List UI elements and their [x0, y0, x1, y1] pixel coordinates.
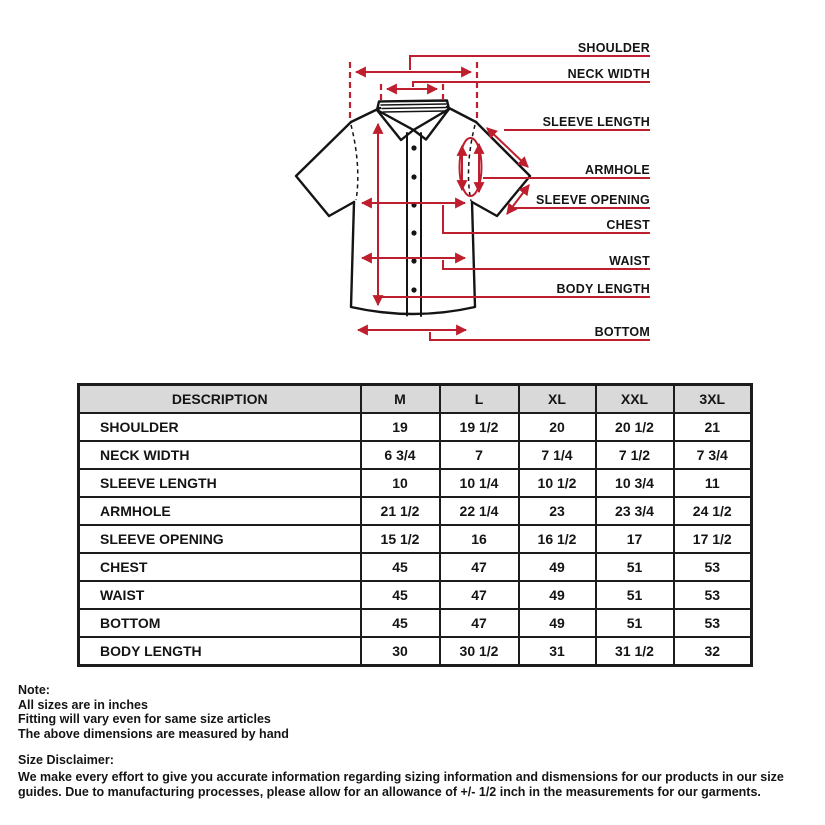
size-value-cell: 51	[596, 609, 674, 637]
table-row	[79, 469, 752, 497]
table-row	[79, 413, 752, 441]
size-value-cell: 20	[519, 413, 596, 441]
size-value-cell: 51	[596, 581, 674, 609]
collar-left-wing	[377, 110, 414, 140]
row-label: SHOULDER	[79, 413, 361, 441]
label-sleeve-opening: SLEEVE OPENING	[536, 193, 650, 207]
table-row	[79, 609, 752, 637]
label-shoulder: SHOULDER	[577, 41, 650, 55]
label-bottom: BOTTOM	[594, 325, 650, 339]
size-value-cell: 17	[596, 525, 674, 553]
table-row	[79, 637, 752, 666]
disclaimer-text: We make every effort to give you accurate information regarding sizing information and dismensions for our products in our size guides. Due to manufacturing processes, please allow for an allowance of +/- 1/2 inch in the measurements for our garments.	[18, 769, 784, 800]
size-value-cell: 49	[519, 609, 596, 637]
size-value-cell: 21	[674, 413, 752, 441]
size-table-body	[79, 413, 752, 666]
size-value-cell: 23 3/4	[596, 497, 674, 525]
row-label: BOTTOM	[79, 609, 361, 637]
column-header: XL	[519, 385, 596, 414]
row-label: ARMHOLE	[79, 497, 361, 525]
size-value-cell: 20 1/2	[596, 413, 674, 441]
note-block	[18, 683, 289, 741]
size-value-cell: 30 1/2	[440, 637, 519, 666]
size-value-cell: 30	[361, 637, 440, 666]
row-label: BODY LENGTH	[79, 637, 361, 666]
size-value-cell: 6 3/4	[361, 441, 440, 469]
table-row	[79, 525, 752, 553]
size-value-cell: 17 1/2	[674, 525, 752, 553]
size-table-wrap	[77, 383, 753, 667]
shoulder-seams	[351, 107, 476, 122]
size-value-cell: 10 3/4	[596, 469, 674, 497]
size-value-cell: 47	[440, 553, 519, 581]
table-row	[79, 553, 752, 581]
size-value-cell: 7 3/4	[674, 441, 752, 469]
table-row	[79, 581, 752, 609]
label-chest: CHEST	[606, 218, 650, 232]
column-header: L	[440, 385, 519, 414]
size-value-cell: 51	[596, 553, 674, 581]
shirt-outline	[296, 101, 530, 317]
disclaimer-title: Size Disclaimer:	[18, 753, 114, 767]
note-line-1: All sizes are in inches	[18, 697, 148, 712]
size-value-cell: 22 1/4	[440, 497, 519, 525]
label-armhole: ARMHOLE	[585, 163, 650, 177]
size-value-cell: 11	[674, 469, 752, 497]
size-value-cell: 45	[361, 609, 440, 637]
row-label: SLEEVE LENGTH	[79, 469, 361, 497]
size-value-cell: 7 1/2	[596, 441, 674, 469]
size-value-cell: 19	[361, 413, 440, 441]
note-line-3: The above dimensions are measured by hand	[18, 726, 289, 741]
size-value-cell: 49	[519, 581, 596, 609]
collar-right-wing	[414, 109, 450, 140]
row-label: SLEEVE OPENING	[79, 525, 361, 553]
note-title: Note:	[18, 683, 50, 697]
column-header: M	[361, 385, 440, 414]
table-row	[79, 441, 752, 469]
table-header-row	[79, 385, 752, 414]
size-value-cell: 45	[361, 581, 440, 609]
left-sleeve	[296, 122, 354, 216]
label-body-length: BODY LENGTH	[556, 282, 650, 296]
label-sleeve-length: SLEEVE LENGTH	[542, 115, 650, 129]
size-value-cell: 19 1/2	[440, 413, 519, 441]
size-value-cell: 49	[519, 553, 596, 581]
size-value-cell: 7 1/4	[519, 441, 596, 469]
sleeve-length-arrow	[487, 128, 528, 167]
size-value-cell: 16 1/2	[519, 525, 596, 553]
size-value-cell: 15 1/2	[361, 525, 440, 553]
size-value-cell: 23	[519, 497, 596, 525]
size-value-cell: 7	[440, 441, 519, 469]
label-waist: WAIST	[609, 254, 650, 268]
row-label: CHEST	[79, 553, 361, 581]
note-line-2: Fitting will vary even for same size articles	[18, 712, 271, 727]
armhole-seams	[351, 125, 475, 201]
size-value-cell: 53	[674, 609, 752, 637]
column-header: DESCRIPTION	[79, 385, 361, 414]
collar-stitching	[381, 104, 446, 112]
row-label: WAIST	[79, 581, 361, 609]
size-value-cell: 32	[674, 637, 752, 666]
size-value-cell: 45	[361, 553, 440, 581]
size-value-cell: 47	[440, 609, 519, 637]
size-value-cell: 10	[361, 469, 440, 497]
shirt-measurement-diagram	[0, 0, 825, 370]
size-value-cell: 21 1/2	[361, 497, 440, 525]
size-value-cell: 24 1/2	[674, 497, 752, 525]
column-header: 3XL	[674, 385, 752, 414]
table-row	[79, 497, 752, 525]
size-value-cell: 53	[674, 553, 752, 581]
buttons	[411, 145, 416, 292]
size-value-cell: 31	[519, 637, 596, 666]
size-disclaimer-block	[18, 753, 818, 801]
size-value-cell: 47	[440, 581, 519, 609]
size-value-cell: 53	[674, 581, 752, 609]
size-value-cell: 10 1/2	[519, 469, 596, 497]
row-label: NECK WIDTH	[79, 441, 361, 469]
label-neck-width: NECK WIDTH	[567, 67, 650, 81]
size-value-cell: 31 1/2	[596, 637, 674, 666]
size-value-cell: 10 1/4	[440, 469, 519, 497]
column-header: XXL	[596, 385, 674, 414]
size-table	[77, 383, 753, 667]
size-value-cell: 16	[440, 525, 519, 553]
